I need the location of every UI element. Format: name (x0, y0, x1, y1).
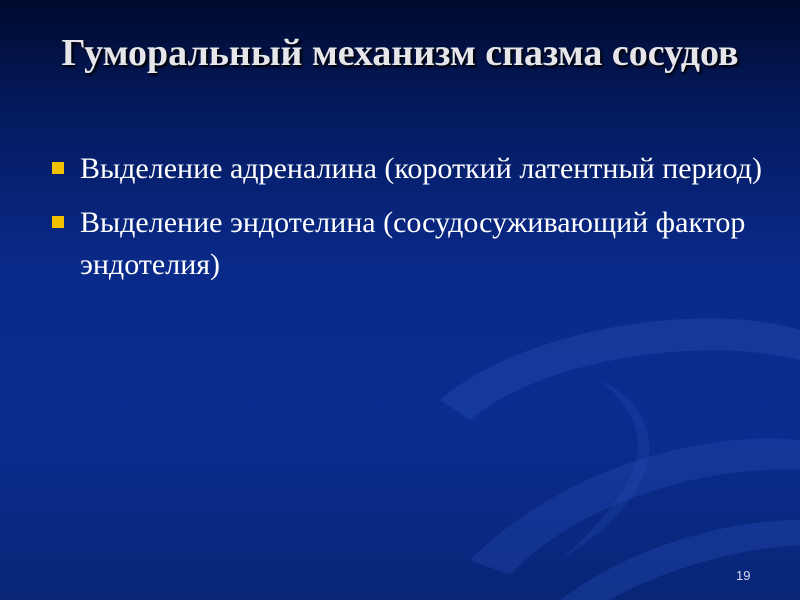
square-bullet-icon (52, 216, 64, 228)
bullet-item (46, 202, 766, 286)
swirl-band-2 (470, 439, 800, 576)
swirl-band-1 (440, 318, 800, 420)
bullet-text: Выделение эндотелина (сосудосуживающий фактор эндотелия) (80, 206, 746, 281)
bullet-text: Выделение адреналина (короткий латентный период) (80, 152, 763, 185)
bullet-list (46, 148, 766, 298)
square-bullet-icon (52, 162, 64, 174)
page-number: 19 (736, 568, 751, 583)
slide-title: Гуморальный механизм спазма сосудов (61, 32, 739, 74)
swirl-band-4 (560, 380, 649, 560)
bullet-item (46, 148, 766, 190)
